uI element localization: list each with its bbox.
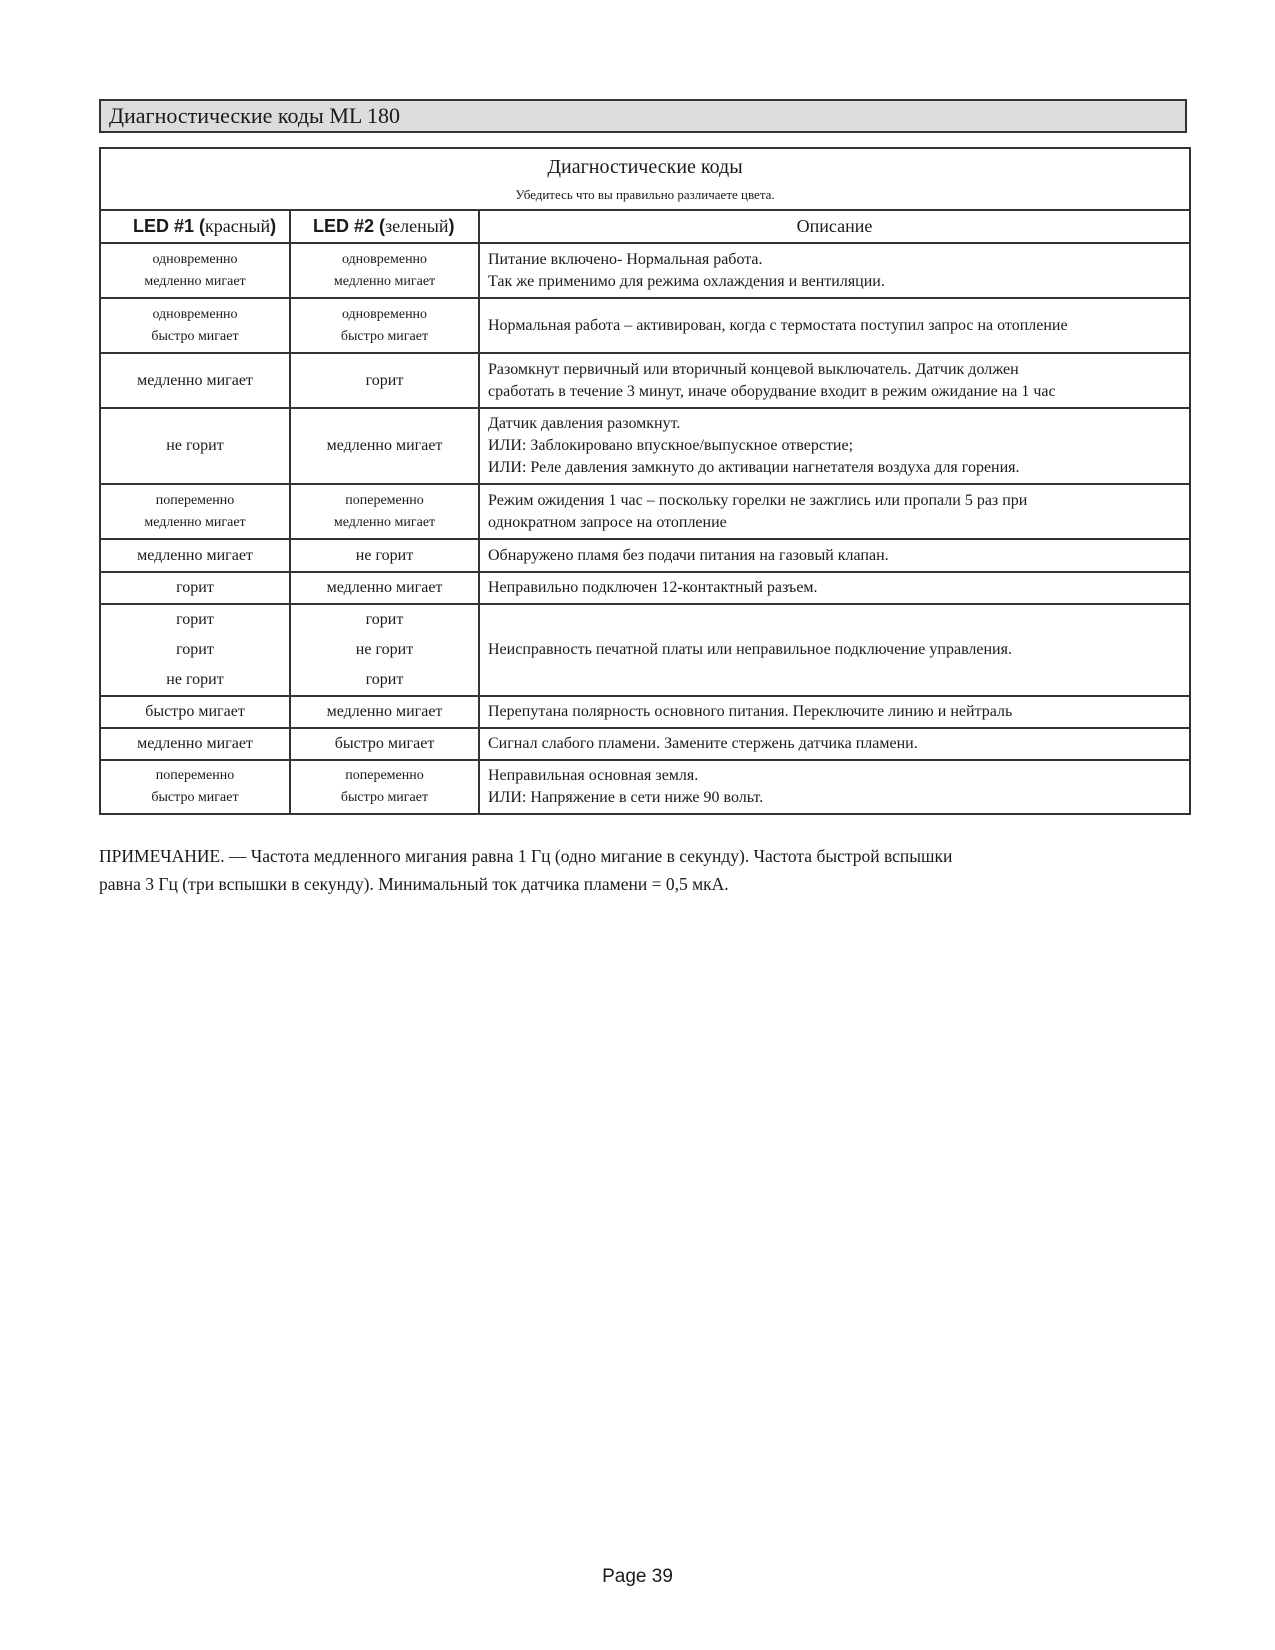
table-subtitle: Убедитесь что вы правильно различаете цвета. — [515, 187, 775, 202]
led1-state-cell — [100, 572, 290, 604]
led2-state-text: попеременно — [345, 768, 424, 783]
led2-state-text: медленно мигает — [333, 273, 436, 289]
led2-state-text: горит — [365, 671, 404, 688]
led1-state-cell — [100, 760, 290, 814]
led1-state-cell — [100, 539, 290, 572]
header-led1-color: красный — [205, 216, 271, 236]
led1-state-cell — [100, 298, 290, 353]
page-number: Page 39 — [602, 1566, 673, 1587]
led2-state-cell — [290, 408, 479, 484]
table-row — [100, 604, 1190, 696]
table-caption — [100, 148, 1190, 210]
table-row — [100, 760, 1190, 814]
led1-state-text: горит — [176, 611, 214, 628]
led2-state-cell — [290, 572, 479, 604]
description-cell — [479, 243, 1190, 298]
header-led2-color: зеленый — [385, 216, 449, 236]
table-header-row — [100, 210, 1190, 243]
led2-state-text: одновременно — [341, 251, 428, 267]
led2-state-text: попеременно — [345, 492, 424, 508]
led1-state-cell — [100, 353, 290, 408]
led2-state-text: горит — [365, 371, 404, 389]
led1-state-text: попеременно — [155, 768, 235, 783]
led1-state-text: горит — [176, 579, 214, 596]
led1-state-text: медленно мигает — [137, 546, 253, 564]
header-led1-close: ) — [270, 216, 277, 236]
description-text: ИЛИ: Напряжение в сети ниже 90 вольт. — [488, 789, 764, 806]
led1-state-text: одновременно — [152, 306, 238, 322]
description-text: Режим ожидения 1 час – поскольку горелки не зажглись или пропали 5 раз при — [488, 491, 1028, 509]
led1-state-text: не горит — [166, 437, 224, 454]
description-cell — [479, 484, 1190, 539]
led1-state-text: медленно мигает — [137, 735, 253, 752]
led1-state-cell — [100, 484, 290, 539]
led1-state-cell — [100, 604, 290, 696]
description-text: Обнаружено пламя без подачи питания на газовый клапан. — [488, 546, 889, 564]
table-row — [100, 408, 1190, 484]
led1-state-text: быстро мигает — [145, 703, 245, 720]
table-body — [100, 243, 1190, 814]
table-row — [100, 696, 1190, 728]
note-line: ПРИМЕЧАНИЕ. — Частота медленного мигания равна 1 Гц (одно мигание в секунду). Частота быстрой вспышки — [99, 846, 953, 866]
table-row — [100, 298, 1190, 353]
header-led1 — [100, 210, 290, 243]
led2-state-text: горит — [365, 611, 404, 628]
led1-state-text: горит — [176, 641, 214, 658]
description-text: Нормальная работа – активирован, когда с термостата поступил запрос на отопление — [488, 316, 1068, 334]
led2-state-cell — [290, 243, 479, 298]
led1-state-cell — [100, 243, 290, 298]
led2-state-cell — [290, 604, 479, 696]
led2-state-text: быстро мигает — [340, 790, 429, 805]
table-row — [100, 728, 1190, 760]
description-text: однократном запросе на отопление — [488, 513, 727, 531]
led2-state-text: быстро мигает — [334, 735, 435, 752]
table-row — [100, 572, 1190, 604]
led2-state-text: медленно мигает — [326, 579, 443, 596]
led2-state-cell — [290, 353, 479, 408]
led1-state-text: медленно мигает — [144, 273, 246, 289]
led2-state-text: медленно мигает — [333, 514, 436, 530]
description-cell — [479, 604, 1190, 696]
description-cell — [479, 298, 1190, 353]
section-title: Диагностические коды ML 180 — [99, 99, 1187, 133]
led1-state-text: не горит — [166, 671, 224, 688]
led1-state-text: быстро мигает — [151, 328, 239, 344]
table-row — [100, 484, 1190, 539]
table-title: Диагностические коды — [547, 156, 743, 178]
led2-state-cell — [290, 760, 479, 814]
led2-state-cell — [290, 539, 479, 572]
led1-state-cell — [100, 408, 290, 484]
header-led1-label: LED #1 ( — [133, 216, 206, 236]
description-text: Неправильно подключен 12-контактный разъем. — [488, 579, 818, 596]
led2-state-text: не горит — [355, 641, 414, 658]
description-cell — [479, 760, 1190, 814]
led1-state-text: быстро мигает — [151, 790, 239, 805]
led2-state-cell — [290, 696, 479, 728]
table-row — [100, 353, 1190, 408]
led2-state-text: медленно мигает — [326, 703, 443, 720]
led2-state-text: одновременно — [341, 306, 428, 322]
description-text: Питание включено- Нормальная работа. — [488, 250, 763, 268]
description-text: Датчик давления разомкнут. — [488, 415, 681, 432]
led1-state-text: одновременно — [152, 251, 238, 267]
led2-state-cell — [290, 728, 479, 760]
table-row — [100, 243, 1190, 298]
header-led2-label: LED #2 ( — [313, 216, 386, 236]
led2-state-text: медленно мигает — [326, 437, 443, 454]
led2-state-cell — [290, 298, 479, 353]
description-text: Сигнал слабого пламени. Замените стержень датчика пламени. — [488, 735, 918, 752]
description-cell — [479, 696, 1190, 728]
description-text: Перепутана полярность основного питания. Переключите линию и нейтраль — [488, 703, 1013, 720]
led1-state-text: медленно мигает — [137, 371, 253, 389]
header-led2-close: ) — [448, 216, 455, 236]
description-text: Неправильная основная земля. — [488, 767, 699, 784]
diagnostic-codes-table — [99, 147, 1191, 815]
header-led2 — [290, 210, 479, 243]
led1-state-cell — [100, 728, 290, 760]
led1-state-text: попеременно — [155, 492, 235, 508]
led2-state-text: быстро мигает — [340, 328, 429, 344]
note — [99, 842, 1199, 898]
description-text: ИЛИ: Реле давления замкнуто до активации нагнетателя воздуха для горения. — [488, 459, 1020, 476]
led2-state-text: не горит — [355, 546, 414, 564]
table-caption-row — [100, 148, 1190, 210]
description-cell — [479, 408, 1190, 484]
description-text: ИЛИ: Заблокировано впускное/выпускное отверстие; — [488, 437, 854, 454]
header-description: Описание — [479, 210, 1190, 243]
description-text: сработать в течение 3 минут, иначе оборудвание входит в режим ожидание на 1 час — [488, 382, 1056, 400]
description-text: Неисправность печатной платы или неправильное подключение управления. — [488, 641, 1012, 658]
description-cell — [479, 539, 1190, 572]
table-row — [100, 539, 1190, 572]
description-cell — [479, 728, 1190, 760]
led2-state-cell — [290, 484, 479, 539]
description-text: Так же применимо для режима охлаждения и вентиляции. — [488, 272, 885, 290]
description-cell — [479, 353, 1190, 408]
description-cell — [479, 572, 1190, 604]
led1-state-text: медленно мигает — [144, 514, 246, 530]
description-text: Разомкнут первичный или вторичный концевой выключатель. Датчик должен — [488, 360, 1019, 378]
led1-state-cell — [100, 696, 290, 728]
note-line: равна 3 Гц (три вспышки в секунду). Минимальный ток датчика пламени = 0,5 мкА. — [99, 874, 729, 894]
